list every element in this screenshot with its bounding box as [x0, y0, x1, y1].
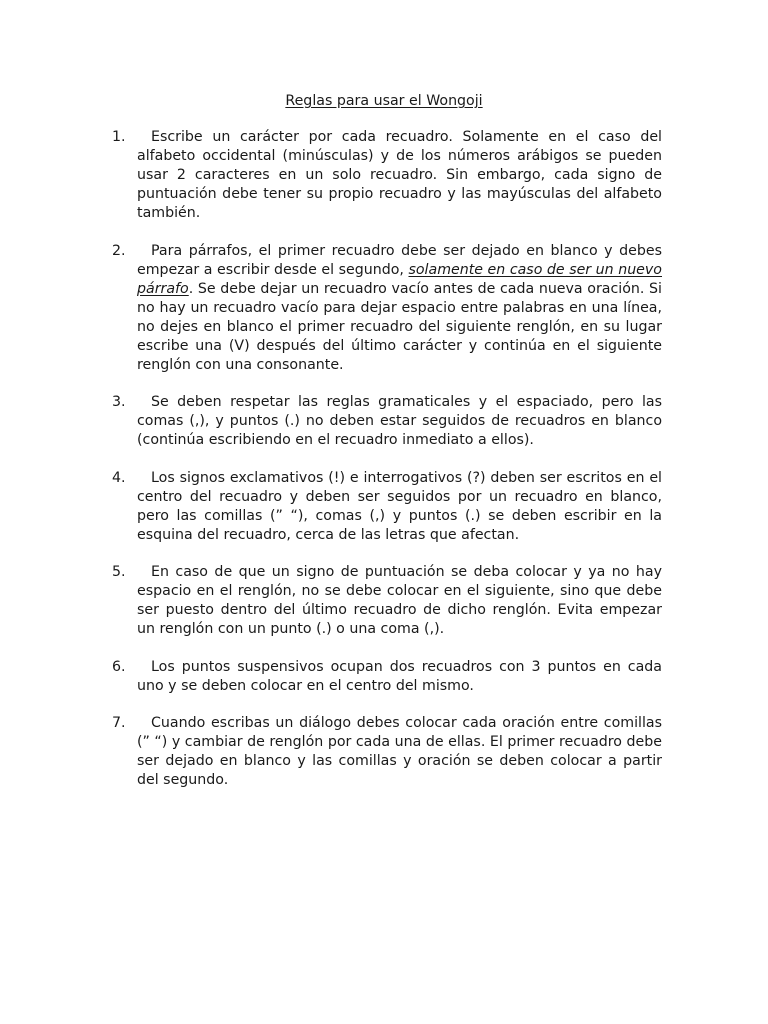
rule-text: Se deben respetar las reglas gramaticales y el espaciado, pero las comas (,), y puntos (.) no deben estar seguidos de recuadros en blanco (continúa escribiendo en el recuadro inmediato a ellos).: [137, 394, 662, 448]
rule-text: [137, 242, 662, 375]
rule-number: 6.: [112, 658, 126, 675]
rule-text: Escribe un carácter por cada recuadro. Solamente en el caso del alfabeto occidental (minúsculas) y de los números arábigos se pueden usar 2 caracteres en un solo recuadro. Sin embargo, cada signo de puntuación debe tener su propio recuadro y las mayúsculas del alfabeto también.: [137, 129, 662, 221]
rule-text: Cuando escribas un diálogo debes colocar cada oración entre comillas (” “) y cambiar de renglón por cada una de ellas. El primer recuadro debe ser dejado en blanco y las comillas y oración se deben colocar a partir del segundo.: [137, 715, 662, 788]
rule-number: 3.: [112, 394, 126, 410]
rule-text-part: Para párrafos, el primer recuadro debe ser dejado en blanco y debes empezar a escribir desde el segundo,: [137, 242, 662, 278]
rule-text-part: . Se debe dejar un recuadro vacío antes de cada nueva oración. Si no hay un recuadro vacío para dejar espacio entre palabras en una línea, no dejes en blanco el primer recuadro del siguiente renglón, en su lugar escribe una (V) después del último carácter y continúa en el siguiente renglón con una consonante.: [137, 280, 662, 373]
rule-text: En caso de que un signo de puntuación se deba colocar y ya no hay espacio en el renglón, no se debe colocar en el siguiente, sino que debe ser puesto dentro del último recuadro de dicho renglón. Evita empezar un renglón con un punto (.) o una coma (,).: [137, 564, 662, 637]
rule-number: 1.: [112, 129, 126, 145]
rule-item: [112, 563, 662, 639]
rule-item: [112, 393, 662, 450]
rule-item: [112, 242, 662, 375]
rule-number: 2.: [112, 242, 126, 259]
rule-item: [112, 469, 662, 545]
rule-item: [112, 658, 662, 696]
rule-number: 5.: [112, 564, 126, 580]
document-title: Reglas para usar el Wongoji: [285, 93, 483, 109]
rule-item: [112, 128, 662, 223]
rule-number: 4.: [112, 469, 126, 486]
rule-number: 7.: [112, 715, 126, 731]
rules-list: [112, 128, 662, 809]
rule-item: [112, 714, 662, 790]
rule-text: Los puntos suspensivos ocupan dos recuadros con 3 puntos en cada uno y se deben colocar en el centro del mismo.: [137, 658, 662, 694]
rule-text: Los signos exclamativos (!) e interrogativos (?) deben ser escritos en el centro del recuadro y deben ser seguidos por un recuadro en blanco, pero las comillas (” “), comas (,) y puntos (.) se deben escribir en la esquina del recuadro, cerca de las letras que afectan.: [137, 469, 662, 543]
underlined-emphasis: solamente en caso de ser un nuevo párrafo: [137, 261, 662, 297]
